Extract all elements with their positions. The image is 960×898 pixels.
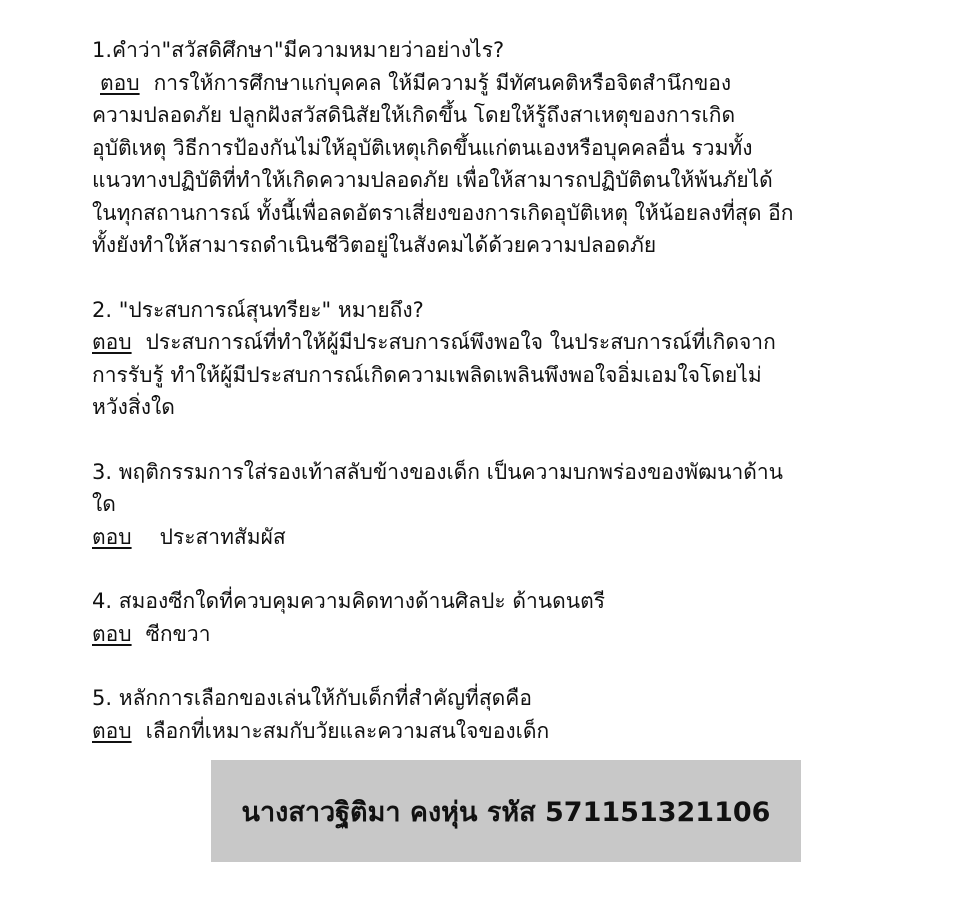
answer-text: ทั้งยังทำให้สามารถดำเนินชีวิตอยู่ในสังคมได้ด้วยความปลอดภัย <box>92 233 657 257</box>
answer-text: ประสบการณ์ที่ทำให้ผู้มีประสบการณ์พึงพอใจ ในประสบการณ์ที่เกิดจาก <box>145 330 776 354</box>
answer-label: ตอบ <box>92 621 132 646</box>
answer-line <box>92 715 892 748</box>
qa-item-3 <box>92 456 892 554</box>
answer-label: ตอบ <box>92 524 132 549</box>
answer-line <box>92 67 892 100</box>
answer-text: ซีกขวา <box>145 621 211 646</box>
answer-label: ตอบ <box>100 70 140 95</box>
answer-label: ตอบ <box>92 718 132 743</box>
qa-item-4 <box>92 585 892 650</box>
answer-text: ประสาทสัมผัส <box>159 524 286 549</box>
question-text: 1.คำว่า"สวัสดิศึกษา"มีความหมายว่าอย่างไร? <box>92 38 505 62</box>
signature-box <box>211 760 801 862</box>
question-text: 2. "ประสบการณ์สุนทรียะ" หมายถึง? <box>92 297 424 322</box>
answer-line <box>92 618 892 651</box>
answer-text: เลือกที่เหมาะสมกับวัยและความสนใจของเด็ก <box>145 718 550 743</box>
answer-text: หวังสิ่งใด <box>92 395 175 419</box>
question-text: 4. สมองซีกใดที่ควบคุมความคิดทางด้านศิลปะ ด้านดนตรี <box>92 589 606 613</box>
answer-text: อุบัติเหตุ วิธีการป้องกันไม่ให้อุบัติเหตุเกิดขึ้นแก่ตนเองหรือบุคคลอื่น รวมทั้ง <box>92 135 753 160</box>
answer-line <box>92 521 892 554</box>
question-text: 5. หลักการเลือกของเล่นให้กับเด็กที่สำคัญที่สุดคือ <box>92 686 532 710</box>
question-text: 3. พฤติกรรมการใส่รองเท้าสลับข้างของเด็ก เป็นความบกพร่องของพัฒนาด้าน <box>92 459 784 484</box>
answer-text: แนวทางปฏิบัติที่ทำให้เกิดความปลอดภัย เพื่อให้สามารถปฏิบัติตนให้พ้นภัยได้ <box>92 168 773 192</box>
answer-text: การให้การศึกษาแก่บุคคล ให้มีความรู้ มีทัศนคติหรือจิตสำนึกของ <box>153 70 732 95</box>
answer-text: ความปลอดภัย ปลูกฝังสวัสดินิสัยให้เกิดขึ้น โดยให้รู้ถึงสาเหตุของการเกิด <box>92 103 736 127</box>
qa-item-2 <box>92 294 892 424</box>
answer-text: ในทุกสถานการณ์ ทั้งนี้เพื่อลดอัตราเสี่ยงของการเกิดอุบัติเหตุ ให้น้อยลงที่สุด อีก <box>92 200 794 225</box>
qa-document <box>92 34 892 779</box>
answer-text: การรับรู้ ทำให้ผู้มีประสบการณ์เกิดความเพลิดเพลินพึงพอใจอิ่มเอมใจโดยไม่ <box>92 362 762 387</box>
student-name-id: นางสาวฐิติมา คงหุ่น รหัส 571151321106 <box>241 796 771 828</box>
qa-item-1 <box>92 34 892 262</box>
answer-label: ตอบ <box>92 330 132 354</box>
answer-line <box>92 326 892 359</box>
question-text: ใด <box>92 492 116 516</box>
qa-item-5 <box>92 682 892 747</box>
